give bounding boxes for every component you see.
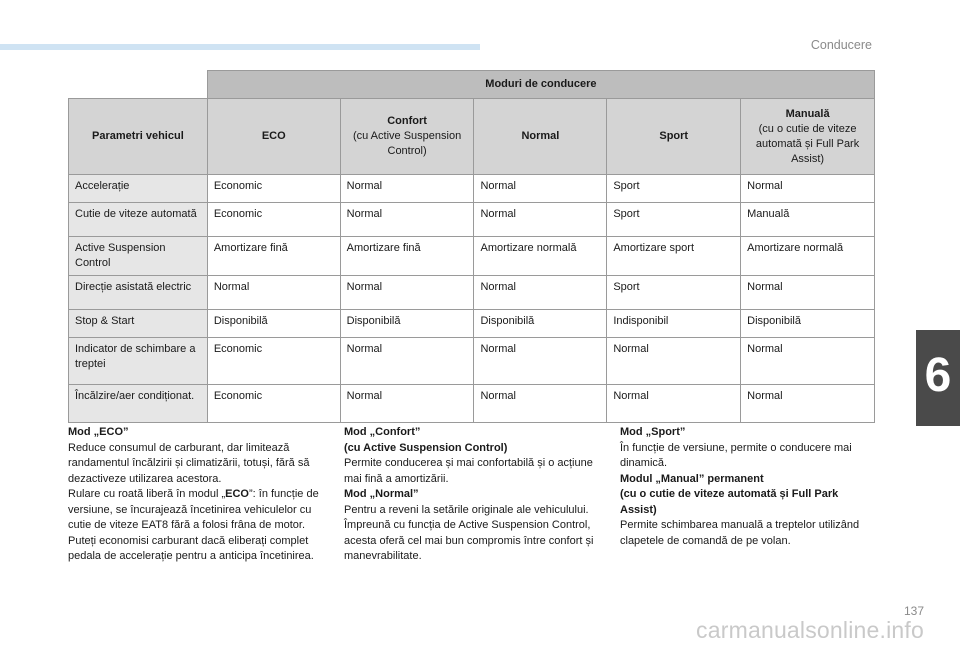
eco-paragraph-2-end: ”: în funcție de versiune, se încurajează încetinirea vehiculelor cu cutie de viteze EAT8 fără a folosi frâna de motor. Puteți economisi carburant dacă eliberați complet pedala de accelerație pentru a anticipa încetinirea. [68, 488, 319, 562]
eco-paragraph-2 [68, 487, 328, 565]
column-header-confort [340, 99, 474, 175]
table-cell: Economic [207, 338, 340, 385]
table-cell: Normal [607, 385, 741, 423]
column-title: Normal [521, 130, 560, 142]
table-header-row [69, 71, 875, 99]
table-cell: Normal [474, 175, 607, 203]
param-header-label: Parametri vehicul [92, 130, 184, 142]
manual-subheading: (cu o cutie de viteze automată și Full Park Assist) [620, 488, 839, 516]
normal-paragraph-2: Împreună cu funcția de Active Suspension Control, acesta oferă cel mai bun compromis între confort și manevrabilitate. [344, 519, 594, 562]
normal-heading: Mod „Normal” [344, 488, 419, 500]
table-cell: Disponibilă [741, 310, 875, 338]
table-cell: Normal [340, 175, 474, 203]
eco-paragraph-2-start: Rulare cu roată liberă în modul „ [68, 488, 226, 500]
table-row [69, 338, 875, 385]
column-header-manual [741, 99, 875, 175]
eco-paragraph-2-bold: ECO [225, 488, 249, 500]
manual-heading: Modul „Manual” permanent [620, 472, 764, 485]
table-cell: Economic [207, 175, 340, 203]
table-cell: Normal [340, 276, 474, 310]
table-cell: Disponibilă [207, 310, 340, 338]
table-cell: Normal [474, 203, 607, 237]
table-cell: Amortizare normală [741, 237, 875, 276]
column-header-eco [207, 99, 340, 175]
table-row [69, 276, 875, 310]
text-column-eco [68, 425, 328, 565]
table-cell: Normal [474, 276, 607, 310]
sport-heading: Mod „Sport” [620, 426, 686, 438]
table-row [69, 385, 875, 423]
table-cell: Normal [207, 276, 340, 310]
row-label: Active Suspension Control [69, 237, 208, 276]
table-row [69, 310, 875, 338]
chapter-number: 6 [924, 349, 952, 402]
table-cell: Disponibilă [474, 310, 607, 338]
table-cell: Sport [607, 276, 741, 310]
confort-paragraph: Permite conducerea și mai confortabilă și o acțiune mai fină a amortizării. [344, 457, 593, 485]
table-cell: Normal [340, 385, 474, 423]
text-column-sport-manual [620, 425, 876, 549]
table-cell: Sport [607, 203, 741, 237]
sport-paragraph: În funcție de versiune, permite o conducere mai dinamică. [620, 441, 852, 469]
table-cell: Amortizare fină [340, 237, 474, 276]
table-cell: Indisponibil [607, 310, 741, 338]
param-header [69, 99, 208, 175]
table-cell: Sport [607, 175, 741, 203]
modes-header: Moduri de conducere [207, 71, 874, 99]
column-title: Manuală [785, 107, 830, 120]
row-label: Accelerație [69, 175, 208, 203]
watermark: carmanualsonline.info [696, 617, 924, 643]
column-header-sport [607, 99, 741, 175]
table-cell: Disponibilă [340, 310, 474, 338]
column-title: Sport [659, 130, 689, 142]
table-cell: Normal [607, 338, 741, 385]
table-cell: Normal [741, 276, 875, 310]
eco-heading: Mod „ECO” [68, 426, 129, 438]
column-title: Confort [387, 115, 427, 127]
section-title: Conducere [810, 38, 872, 52]
eco-paragraph-1: Reduce consumul de carburant, dar limitează randamentul încălzirii și climatizării, totuși, fără să dezactiveze utilizarea acestora. [68, 441, 310, 485]
row-label: Direcție asistată electric [69, 276, 208, 310]
row-label: Stop & Start [69, 310, 208, 338]
manual-paragraph: Permite schimbarea manuală a treptelor utilizând clapetele de comandă de pe volan. [620, 519, 860, 547]
row-label: Cutie de viteze automată [69, 203, 208, 237]
table-row [69, 203, 875, 237]
table-cell: Normal [340, 338, 474, 385]
table-cell: Amortizare fină [207, 237, 340, 276]
table-cell: Amortizare sport [607, 237, 741, 276]
table-cell: Normal [474, 338, 607, 385]
page-number: 137 [903, 604, 924, 618]
normal-paragraph-1: Pentru a reveni la setările originale ale vehiculului. [344, 503, 589, 516]
row-label: Încălzire/aer condiționat. [69, 385, 208, 423]
column-subtitle: (cu Active Suspension Control) [352, 130, 462, 157]
table-cell: Economic [207, 385, 340, 423]
column-subtitle: (cu o cutie de viteze automată și Full Park Assist) [755, 122, 860, 165]
confort-heading: Mod „Confort” [344, 426, 421, 438]
driving-modes-table [68, 70, 875, 423]
table-cell: Normal [474, 385, 607, 423]
table-column-header-row [69, 99, 875, 175]
table-row [69, 237, 875, 276]
table-cell: Normal [340, 203, 474, 237]
text-column-confort-normal [344, 425, 594, 565]
table-cell: Economic [207, 203, 340, 237]
table-cell: Amortizare normală [474, 237, 607, 276]
column-title: ECO [261, 130, 286, 142]
column-header-normal [474, 99, 607, 175]
table-cell: Normal [741, 338, 875, 385]
confort-subheading: (cu Active Suspension Control) [344, 441, 508, 454]
table-cell: Normal [741, 385, 875, 423]
table-cell: Normal [741, 175, 875, 203]
table-corner [69, 71, 208, 99]
table-cell: Manuală [741, 203, 875, 237]
table-row [69, 175, 875, 203]
header-accent-bar [0, 44, 480, 50]
row-label: Indicator de schimbare a treptei [69, 338, 208, 385]
